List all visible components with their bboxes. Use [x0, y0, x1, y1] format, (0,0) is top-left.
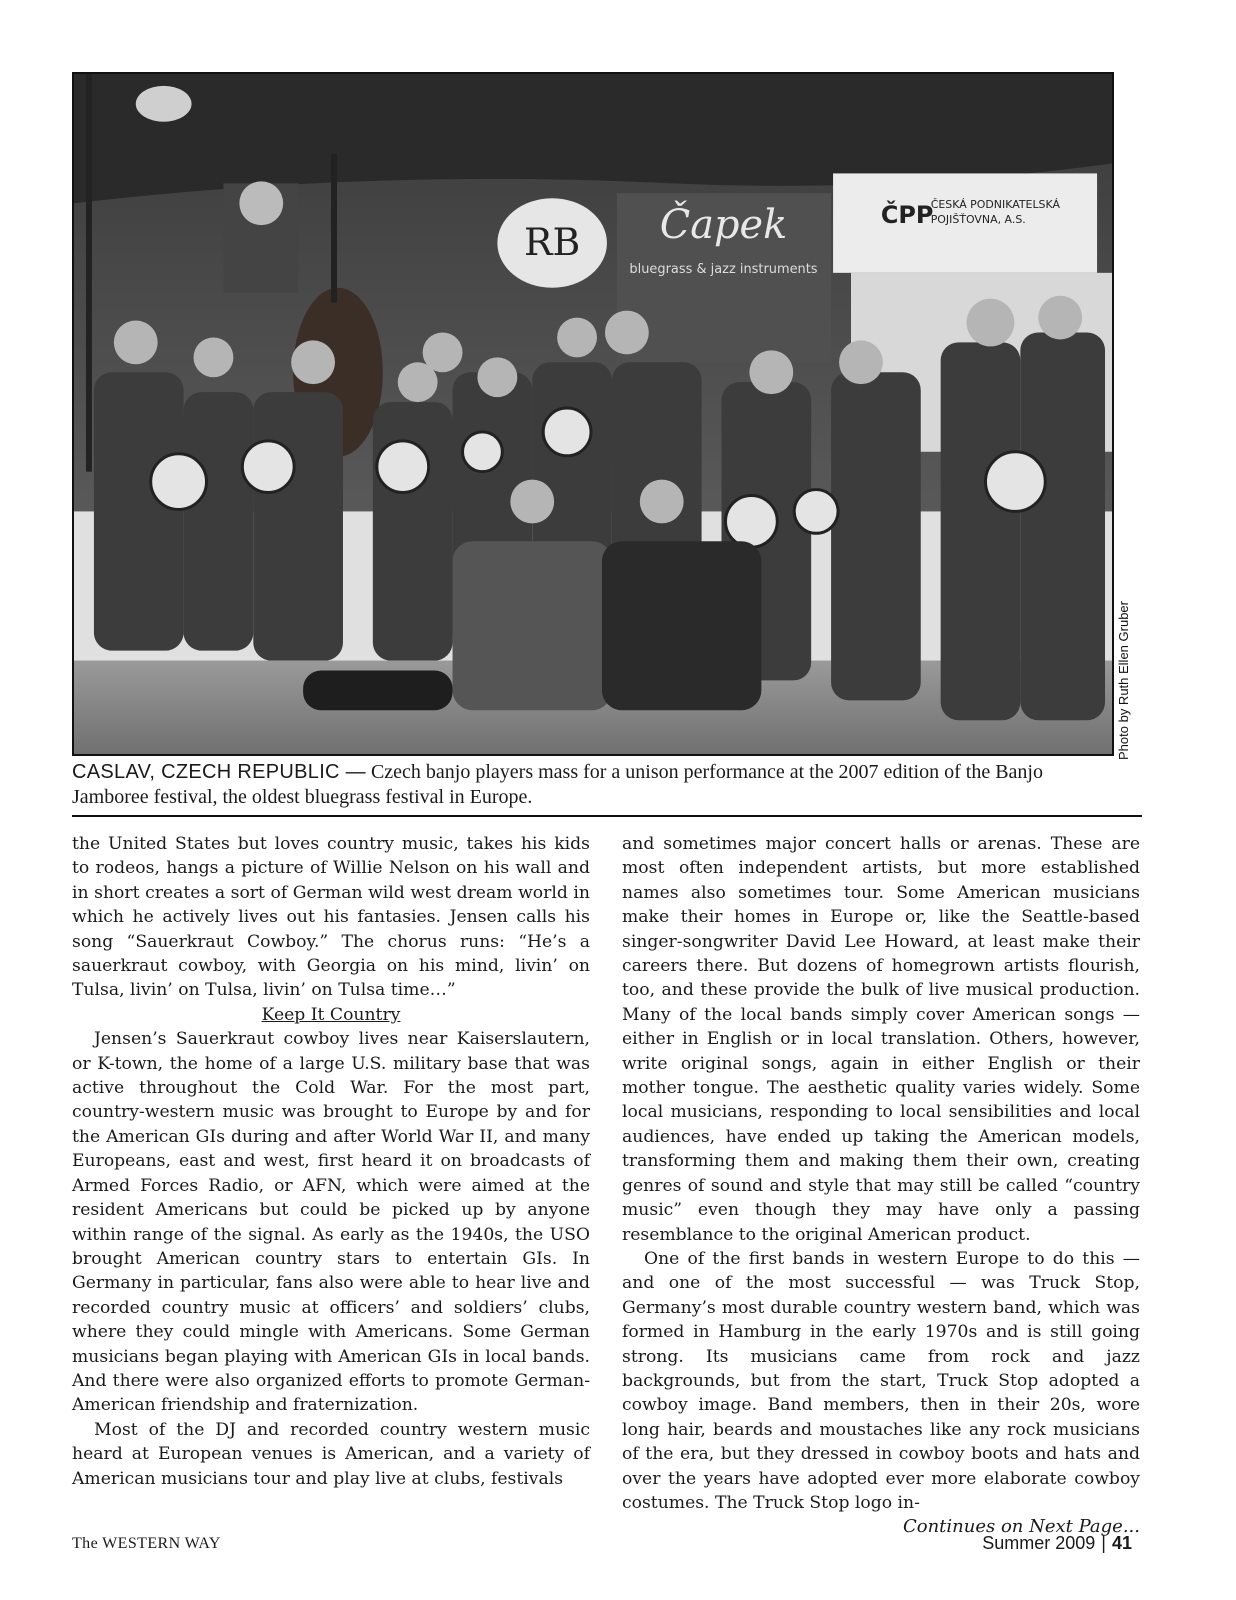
cpp-logo-text: ČPP [880, 201, 934, 230]
paragraph: One of the first bands in western Europe to do this — and one of the most successful — was Truck Stop, Germany’s most durable country western band, which was formed in Hamburg in the early 1970s and is still going strong. Its musicians came from rock and jazz backgrounds, but from the start, Truck Stop adopted a cowboy image. Band members, then in their 20s, wore long hair, beards and moustaches like any rock musicians of the era, but they dressed in cowboy boots and hats and over the years have adopted ever more elaborate cowboy costumes. The Truck Stop logo in- [622, 1248, 1140, 1513]
paragraph: the United States but loves country music, takes his kids to rodeos, hangs a picture of Willie Nelson on his wall and in short creates a sort of German wild west dream world in which he actively lives out his fantasies. Jensen calls his song “Sauerkraut Cowboy.” The chorus runs: “He’s a sauerkraut cowboy, with Georgia on his mind, livin’ on Tulsa, livin’ on Tulsa, livin’ on Tulsa time…” [72, 834, 590, 1001]
section-heading: Keep It Country [261, 1004, 401, 1025]
issue-date: Summer 2009 [982, 1533, 1096, 1553]
capek-logo-text: Čapek [659, 202, 788, 249]
paragraph: Most of the DJ and recorded country western music heard at European venues is American, and a variety of American musicians tour and play live at clubs, festivals [72, 1419, 590, 1489]
paragraph: and sometimes major concert halls or arenas. These are most often independent artists, but more established names also sometimes tour. Some American musicians make their homes in Europe or, like the Seattle-based singer-songwriter David Lee Howard, at least make their careers there. But dozens of homegrown artists flourish, too, and these provide the bulk of live musical production. Many of the local bands simply cover American songs — either in English or in local translation. Others, however, write original songs, again in either English or their mother tongue. The aesthetic quality varies widely. Some local musicians, responding to local sensibilities and local audiences, have ended up taking the American models, transforming them and making them their own, creating genres of sound and style that may still be called “country music” even though they may have only a passing resemblance to the original American product. [622, 834, 1140, 1245]
caption-text: Czech banjo players mass for a unison performance at the 2007 edition of the Banjo Jamboree festival, the oldest bluegrass festival in Europe. [72, 761, 1043, 808]
caption-place: CASLAV, CZECH REPUBLIC — [72, 761, 366, 783]
photo-illustration [74, 74, 1112, 754]
article-column-right [622, 832, 1140, 1540]
caption-divider [72, 815, 1142, 817]
paragraph: Jensen’s Sauerkraut cowboy lives near Kaiserslautern, or K-town, the home of a large U.S. military base that was active throughout the Cold War. For the most part, country-western music was brought to Europe by and for the American GIs during and after World War II, and many Europeans, east and west, first heard it on broadcasts of Armed Forces Radio, or AFN, which were aimed at the resident Americans but could be picked up by anyone within range of the signal. As early as the 1940s, the USO brought American country stars to entertain GIs. In Germany in particular, fans also were able to hear live and recorded country music at officers’ and soldiers’ clubs, where they could mingle with Americans. Some German musicians began playing with American GIs in local bands. And there were also organized efforts to promote German-American friendship and fraternization. [72, 1029, 590, 1416]
cpp-text-1: ČESKÁ PODNIKATELSKÁ [930, 198, 1061, 212]
page-footer [72, 1533, 1142, 1559]
photo-caption [72, 760, 1112, 810]
page-number: 41 [1111, 1533, 1132, 1553]
photo-credit: Photo by Ruth Ellen Gruber [1116, 601, 1131, 760]
continues-note: Continues on Next Page... [902, 1516, 1140, 1538]
article-column-left [72, 832, 590, 1491]
publication-name: The WESTERN WAY [72, 1535, 221, 1552]
issue-info [982, 1533, 1132, 1554]
capek-subtext: bluegrass & jazz instruments [629, 261, 818, 277]
footer-separator: | [1101, 1533, 1106, 1553]
rb-logo-text: RB [524, 219, 581, 264]
cpp-text-2: POJIŠŤOVNA, A.S. [930, 213, 1026, 227]
banjo-jamboree-photo [72, 72, 1114, 756]
